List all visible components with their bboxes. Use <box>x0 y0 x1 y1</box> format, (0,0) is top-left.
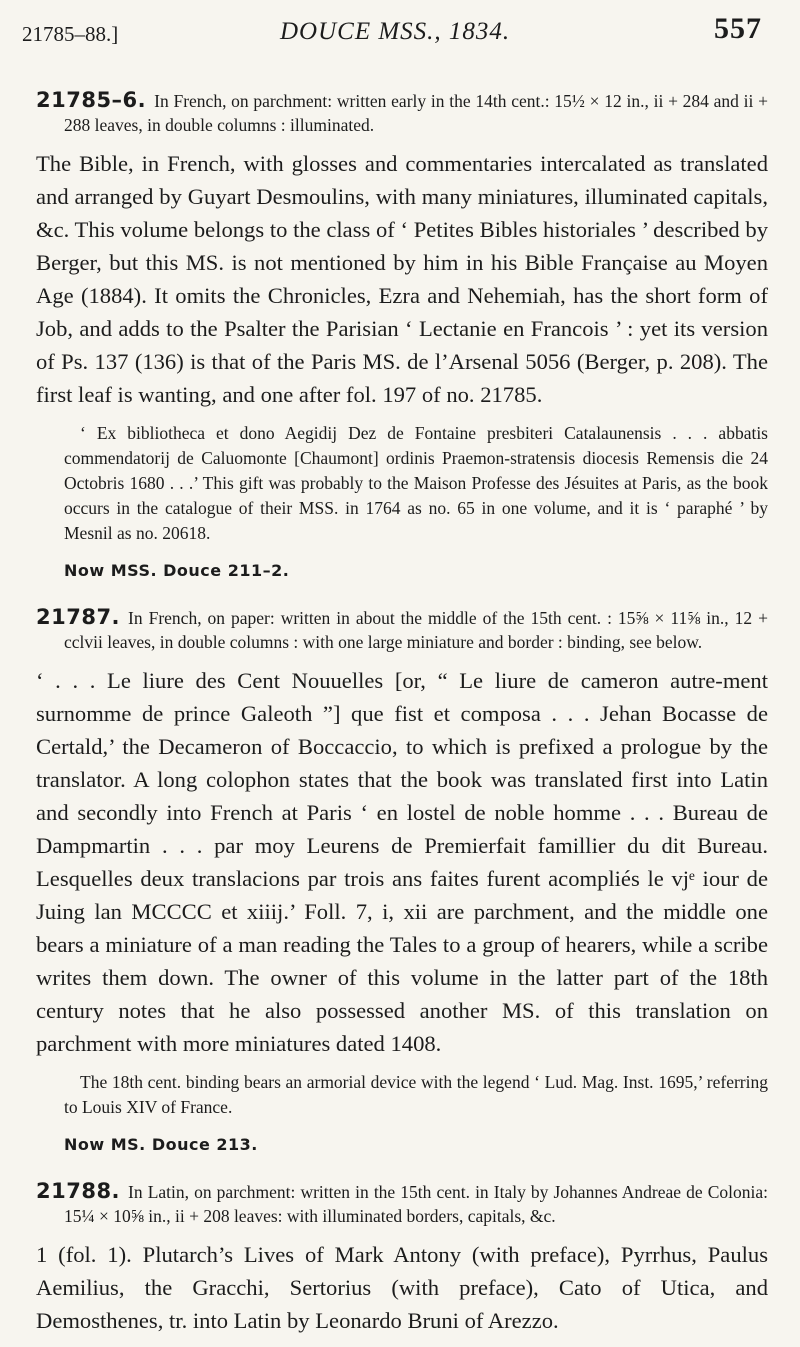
entry-number: 21785–6. <box>36 88 147 112</box>
entry-21785-6 <box>36 88 768 583</box>
entry-provenance-note: ‘ Ex bibliotheca et dono Aegidij Dez de Fontaine presbiteri Catalaunensis . . . abbatis commendatorij de Caluomonte [Chaumont] ordinis Praemon-stratensis diocesis Remensis die 24 Octobris 1680 . . .’ This gift was probably to the Maison Professe des Jésuites at Paris, as the book occurs in the catalogue of their MSS. in 1764 as no. 65 in one volume, and it is ‘ paraphé ’ by Mesnil as no. 20618. <box>64 423 768 543</box>
entry-number: 21787. <box>36 605 121 629</box>
entry-head <box>36 1179 768 1228</box>
entry-shelfmark: Now MSS. Douce 211–2. <box>64 561 290 580</box>
running-head-title: DOUCE MSS., 1834. <box>280 18 511 45</box>
entry-number: 21788. <box>36 1179 121 1203</box>
running-head-range: 21785–88.] <box>22 22 119 46</box>
entry-21788 <box>36 1179 768 1337</box>
entry-head <box>36 605 768 654</box>
entry-head <box>36 88 768 137</box>
entry-description: In French, on paper: written in about the middle of the 15th cent. : 15⅝ × 11⅝ in., 12 + cclvii leaves, in double columns : with one large miniature and border : binding, see below. <box>64 608 768 652</box>
running-head <box>22 12 762 52</box>
entry-21787 <box>36 605 768 1157</box>
entry-body: The Bible, in French, with glosses and commentaries intercalated as translated and arranged by Guyart Desmoulins, with many miniatures, illuminated capitals, &c. This volume belongs to the class of ‘ Petites Bibles historiales ’ described by Berger, but this MS. is not mentioned by him in his Bible Française au Moyen Age (1884). It omits the Chronicles, Ezra and Nehemiah, has the short form of Job, and adds to the Psalter the Parisian ‘ Lectanie en Francois ’ : yet its version of Ps. 137 (136) is that of the Paris MS. de l’Arsenal 5056 (Berger, p. 208). The first leaf is wanting, and one after fol. 197 of no. 21785. <box>36 151 768 407</box>
entry-description: In French, on parchment: written early in the 14th cent.: 15½ × 12 in., ii + 284 and ii + 288 leaves, in double columns : illuminated. <box>64 91 768 135</box>
entry-shelfmark: Now MS. Douce 213. <box>64 1135 258 1154</box>
entry-binding-note: The 18th cent. binding bears an armorial device with the legend ‘ Lud. Mag. Inst. 1695,’ referring to Louis XIV of France. <box>64 1072 768 1117</box>
entry-description: In Latin, on parchment: written in the 15th cent. in Italy by Johannes Andreae de Colonia: 15¼ × 10⅝ in., ii + 208 leaves: with illuminated borders, capitals, &c. <box>64 1182 768 1226</box>
entry-body: 1 (fol. 1). Plutarch’s Lives of Mark Antony (with preface), Pyrrhus, Paulus Aemilius, the Gracchi, Sertorius (with preface), Cato of Utica, and Demosthenes, tr. into Latin by Leonardo Bruni of Arezzo. <box>36 1242 768 1333</box>
catalogue-content <box>36 88 768 1347</box>
page-number: 557 <box>714 12 762 45</box>
entry-body: ‘ . . . Le liure des Cent Nouuelles [or, “ Le liure de cameron autre-ment surnomme de prince Galeoth ”] que fist et composa . . . Jehan Bocasse de Certald,’ the Decameron of Boccaccio, to which is prefixed a prologue by the translator. A long colophon states that the book was translated first into Latin and secondly into French at Paris ‘ en lostel de noble homme . . . Bureau de Dampmartin . . . par moy Leurens de Premierfait famillier du dit Bureau. Lesquelles deux translacions par trois ans faites furent acompliés le vjᵉ iour de Juing lan MCCCC et xiiij.’ Foll. 7, i, xii are parchment, and the middle one bears a miniature of a man reading the Tales to a group of hearers, while a scribe writes them down. The owner of this volume in the latter part of the 18th century notes that he also possessed another MS. of this translation on parchment with more miniatures dated 1408. <box>36 668 768 1056</box>
